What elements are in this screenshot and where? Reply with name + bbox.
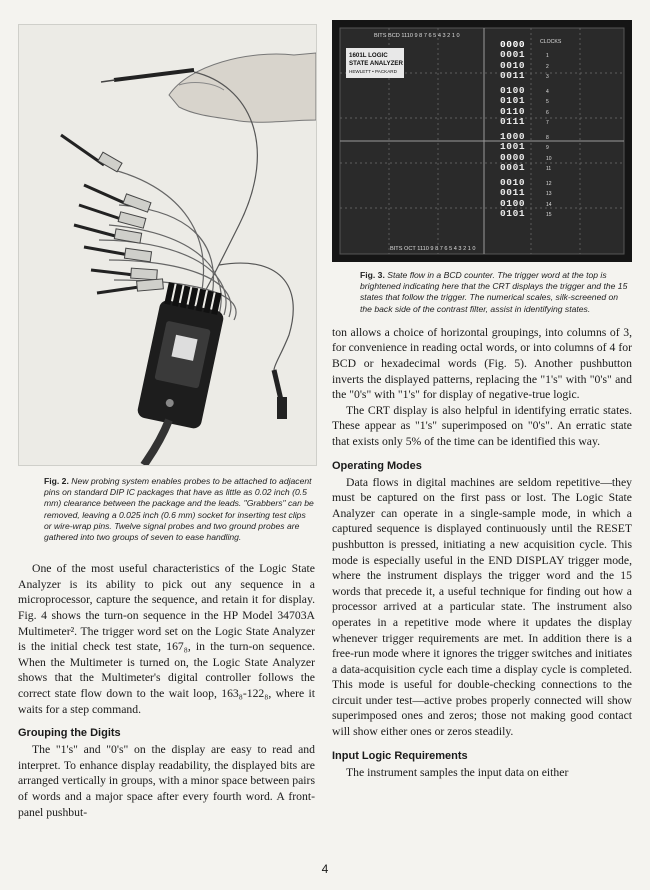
fig3-caption-text: State flow in a BCD counter. The trigger word at the top is brightened indicating here that the CRT displays the trigger and the 15 states that follow the trigger. The numerical scales, silk-screened on the back side of the contrast filter, assist in identifying states. <box>360 270 628 314</box>
crt-bit-row: 1000 <box>500 131 526 142</box>
crt-bit-row: 0000 <box>500 39 526 50</box>
crt-clock-number: 14 <box>546 202 552 208</box>
crt-bit-row: 0001 <box>500 49 526 60</box>
crt-clock-number: 15 <box>546 212 552 218</box>
fig2-label: Fig. 2. <box>44 476 69 486</box>
heading-operating-modes: Operating Modes <box>332 459 422 472</box>
crt-clock-number: 4 <box>546 89 549 95</box>
paragraph-grouping: The "1's" and "0's" on the display are easy to read and interpret. To enhance display readability, the displayed bits are arranged vertically in groups, with a minor space between pairs of words and a major space after every fourth word. A front-panel pushbut- <box>18 743 315 819</box>
crt-clock-number: 7 <box>546 120 549 126</box>
fig2-caption-text: New probing system enables probes to be attached to adjacent pins on standard DIP IC packages that have as little as 0.02 inch (0.5 mm) clearance between the package and the leads. "Grabbers" can be removed, leaving a 0.025 inch (0.6 mm) socket for inserting test clips or wire-wrap pins. Twelve signal probes and two ground probes are gathered into two groups of seven to ease handling. <box>44 476 314 543</box>
heading-input-logic: Input Logic Requirements <box>332 749 468 762</box>
crt-clock-number: 11 <box>546 166 552 172</box>
crt-clock-number: 6 <box>546 110 549 116</box>
crt-clock-number: 5 <box>546 99 549 105</box>
crt-screen-illustration <box>332 20 632 262</box>
paragraph-operating-modes: Data flows in digital machines are seldom repetitive—they must be captured on the first pass or lost. The Logic State Analyzer can operate in a single-sample mode, in which a captured sequence is displayed continuously until the RESET pushbutton is pressed, initiating a new acquisition cycle. This mode is especially useful in the END DISPLAY trigger mode, where the instrument displays the trigger word and the 15 words that precede it, a useful technique for finding out how a processor arrived at a particular state. The instrument also operates in a repetitive mode where it updates the display whenever trigger requirements are met. In addition there is a free-run mode where it ignores the trigger switches and initiates a data-acquisition cycle each time a display cycle is completed. This mode is useful for double-checking connections to the circuit under test—active probes properly connected will show superimposed ones and zeros; those not making good contact will show either ones or zeros steadily. <box>332 475 632 739</box>
paragraph-grouping-cont: ton allows a choice of horizontal groupings, into columns of 3, for convenience in reading octal words, or into columns of 4 for BCD or hexadecimal words (Fig. 5). Another pushbutton inverts the displayed patterns, replacing the "1's" with "0's" and the "0's" with "1's" for display of negative-true logic. <box>332 325 632 402</box>
crt-bit-row: 0010 <box>500 177 526 188</box>
fig2-caption <box>44 476 315 543</box>
fig3-caption <box>360 270 632 315</box>
crt-clock-number: 12 <box>546 181 552 187</box>
crt-clock-number: 13 <box>546 191 552 197</box>
crt-clock-number: 9 <box>546 145 549 151</box>
heading-grouping: Grouping the Digits <box>18 727 121 740</box>
crt-bit-row: 0101 <box>500 95 526 106</box>
crt-bottom-scale: BITS OCT 1110 9 8 7 6 5 4 3 2 1 0 <box>390 246 476 252</box>
fig3-crt-display <box>332 20 632 262</box>
fig2-photo <box>18 24 317 466</box>
crt-bit-row: 0011 <box>500 187 526 198</box>
crt-clock-number: 10 <box>546 156 552 162</box>
crt-bit-row: 0100 <box>500 85 526 96</box>
crt-clocks-label: CLOCKS <box>540 39 562 45</box>
crt-brand-line3: HEWLETT • PACKARD <box>349 69 397 74</box>
crt-brand-line1: 1601L LOGIC <box>349 52 388 59</box>
crt-bit-row: 0100 <box>500 198 526 209</box>
crt-bit-row: 0001 <box>500 162 526 173</box>
crt-clock-number: 2 <box>546 64 549 70</box>
crt-bit-row: 0111 <box>500 116 526 127</box>
crt-bit-row: 0101 <box>500 208 526 219</box>
fig3-label: Fig. 3. <box>360 270 385 280</box>
paragraph-input-logic: The instrument samples the input data on either <box>346 765 569 779</box>
crt-bit-row: 0010 <box>500 60 526 71</box>
crt-clock-number: 1 <box>546 53 549 59</box>
page-number: 4 <box>321 862 329 876</box>
probe-photo-illustration <box>19 25 316 465</box>
crt-bit-row: 0011 <box>500 70 526 81</box>
crt-bit-row: 1001 <box>500 141 526 152</box>
crt-bit-row: 0000 <box>500 152 526 163</box>
paragraph-logic-state: One of the most useful characteristics of the Logic State Analyzer is its ability to pick out any sequence in a microprocessor, capture the sequence, and retain it for display. Fig. 4 shows the turn-on sequence in the HP Model 34703A Multimeter². The trigger word set on the Logic State Analyzer is the initial check test state, 167₈, in the turn-on sequence. When the Multimeter is turned on, the Logic State Analyzer shows that the Multimeter's digital controller follows the correct state flow down to the wait loop, 163₈-122₈, where it waits for a step command. <box>18 562 315 716</box>
crt-top-scale: BITS BCD 1110 9 8 7 6 5 4 3 2 1 0 <box>374 33 460 39</box>
paragraph-crt-display: The CRT display is also helpful in identifying erratic states. These appear as "1's" superimposed on "0's". An erratic state that exists only 5% of the time can be identified this way. <box>332 403 632 448</box>
crt-bit-row: 0110 <box>500 106 526 117</box>
crt-brand-line2: STATE ANALYZER <box>349 60 403 67</box>
crt-clock-number: 3 <box>546 74 549 80</box>
right-column <box>332 20 632 780</box>
crt-clock-number: 8 <box>546 135 549 141</box>
left-column <box>18 24 315 820</box>
